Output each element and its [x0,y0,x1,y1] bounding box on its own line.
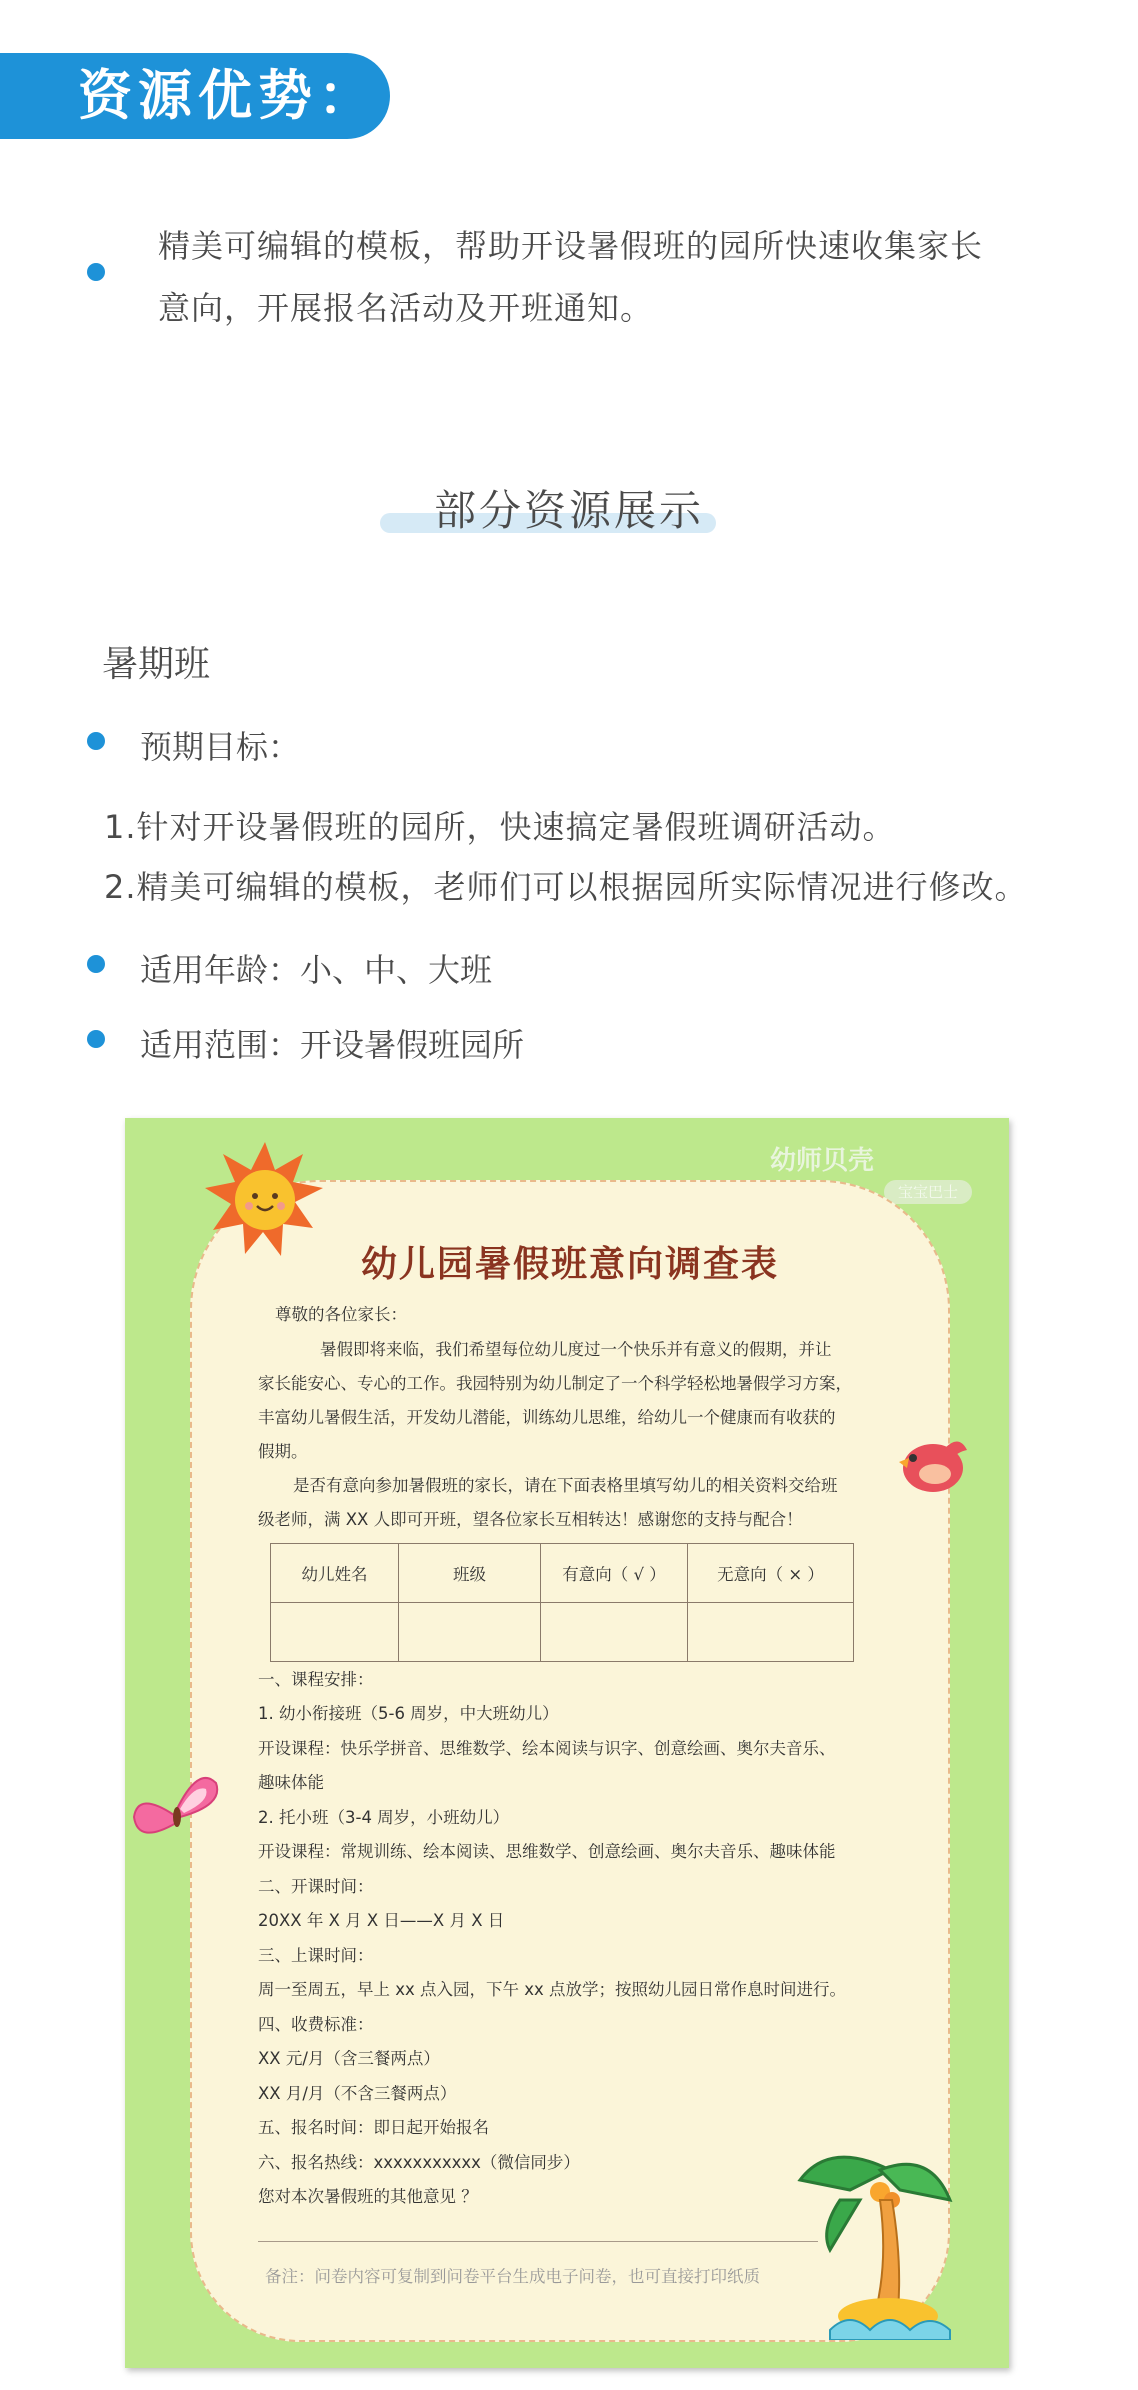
poster-line: 您对本次暑假班的其他意见 ？ [258,2187,478,2206]
section-title: 部分资源展示 [433,486,704,535]
poster-line: 一、课程安排： [258,1670,374,1689]
table-cell[interactable] [541,1603,688,1662]
poster-para1-line4: 假期。 [258,1442,308,1461]
poster-title: 幼儿园暑假班意向调查表 [360,1244,779,1285]
intro-bullet [87,263,105,281]
table-cell[interactable] [271,1603,399,1662]
poster-para2-line2: 级老师，满 XX 人即可开班，望各位家长互相转达！感谢您的支持与配合！ [258,1510,803,1529]
table-cell[interactable] [399,1603,541,1662]
poster-line: 周一至周五，早上 xx 点入园，下午 xx 点放学；按照幼儿园日常作息时间进行。 [258,1980,847,1999]
category-title: 暑期班 [102,644,211,685]
table-header-cell: 无意向（ × ） [688,1544,854,1603]
table-header-cell: 幼儿姓名 [271,1544,399,1603]
poster-line: 三、上课时间： [258,1946,374,1965]
poster-line: 二、开课时间： [258,1877,374,1896]
goal-item-1: 1.针对开设暑假班的园所，快速搞定暑假班调研活动。 [104,808,896,846]
poster-para2-line1: 是否有意向参加暑假班的家长，请在下面表格里填写幼儿的相关资料交给班 [293,1476,838,1495]
intro-line-1: 精美可编辑的模板，帮助开设暑假班的园所快速收集家长 [158,227,984,265]
goal-item-2: 2.精美可编辑的模板，老师们可以根据园所实际情况进行修改。 [104,868,1028,906]
intro-line-2: 意向，开展报名活动及开班通知。 [158,289,654,327]
table-row [271,1603,854,1662]
watermark-logo: 幼师贝壳 [770,1146,875,1176]
survey-table [270,1543,854,1662]
goals-label: 预期目标： [140,728,301,766]
poster-para1-line1: 暑假即将来临，我们希望每位幼儿度过一个快乐并有意义的假期，并让 [320,1340,832,1359]
poster-line: XX 元/月（含三餐两点） [258,2049,440,2068]
poster-line: XX 月/月（不含三餐两点） [258,2084,457,2103]
scope-text: 适用范围：开设暑假班园所 [140,1026,525,1064]
note-divider [258,2241,818,2242]
poster-line: 开设课程：常规训练、绘本阅读、思维数学、创意绘画、奥尔夫音乐、趣味体能 [258,1842,836,1861]
goals-bullet [87,732,105,750]
poster-line: 五、报名时间：即日起开始报名 [258,2118,489,2137]
table-cell[interactable] [688,1603,854,1662]
bird-icon [895,1430,970,1500]
header-title: 资源优势： [78,64,378,127]
age-bullet [87,955,105,973]
poster-para1-line3: 丰富幼儿暑假生活，开发幼儿潜能，训练幼儿思维，给幼儿一个健康而有收获的 [258,1408,836,1427]
poster-line: 四、收费标准： [258,2015,374,2034]
poster-line: 开设课程：快乐学拼音、思维数学、绘本阅读与识字、创意绘画、奥尔夫音乐、 [258,1739,836,1758]
poster-para1-line2: 家长能安心、专心的工作。我园特别为幼儿制定了一个科学轻松地暑假学习方案， [258,1374,852,1393]
poster-note: 备注：问卷内容可复制到问卷平台生成电子问卷，也可直接打印纸质 [265,2267,760,2286]
watermark-sub: 宝宝巴士 [884,1180,972,1204]
intro-text [158,215,1018,339]
palm-tree-icon [780,2140,960,2340]
butterfly-icon [128,1765,223,1855]
scope-bullet [87,1030,105,1048]
table-header-cell: 班级 [399,1544,541,1603]
poster-line: 趣味体能 [258,1773,324,1792]
table-header-row [271,1544,854,1603]
table-header-cell: 有意向（ √ ） [541,1544,688,1603]
poster-greeting: 尊敬的各位家长： [275,1305,407,1324]
age-text: 适用年龄：小、中、大班 [140,951,493,989]
poster-line: 20XX 年 X 月 X 日——X 月 X 日 [258,1911,505,1930]
poster-line: 六、报名热线：xxxxxxxxxxx（微信同步） [258,2153,580,2172]
poster-line: 1. 幼小衔接班（5-6 周岁，中大班幼儿） [258,1704,559,1723]
poster-line: 2. 托小班（3-4 周岁，小班幼儿） [258,1808,510,1827]
